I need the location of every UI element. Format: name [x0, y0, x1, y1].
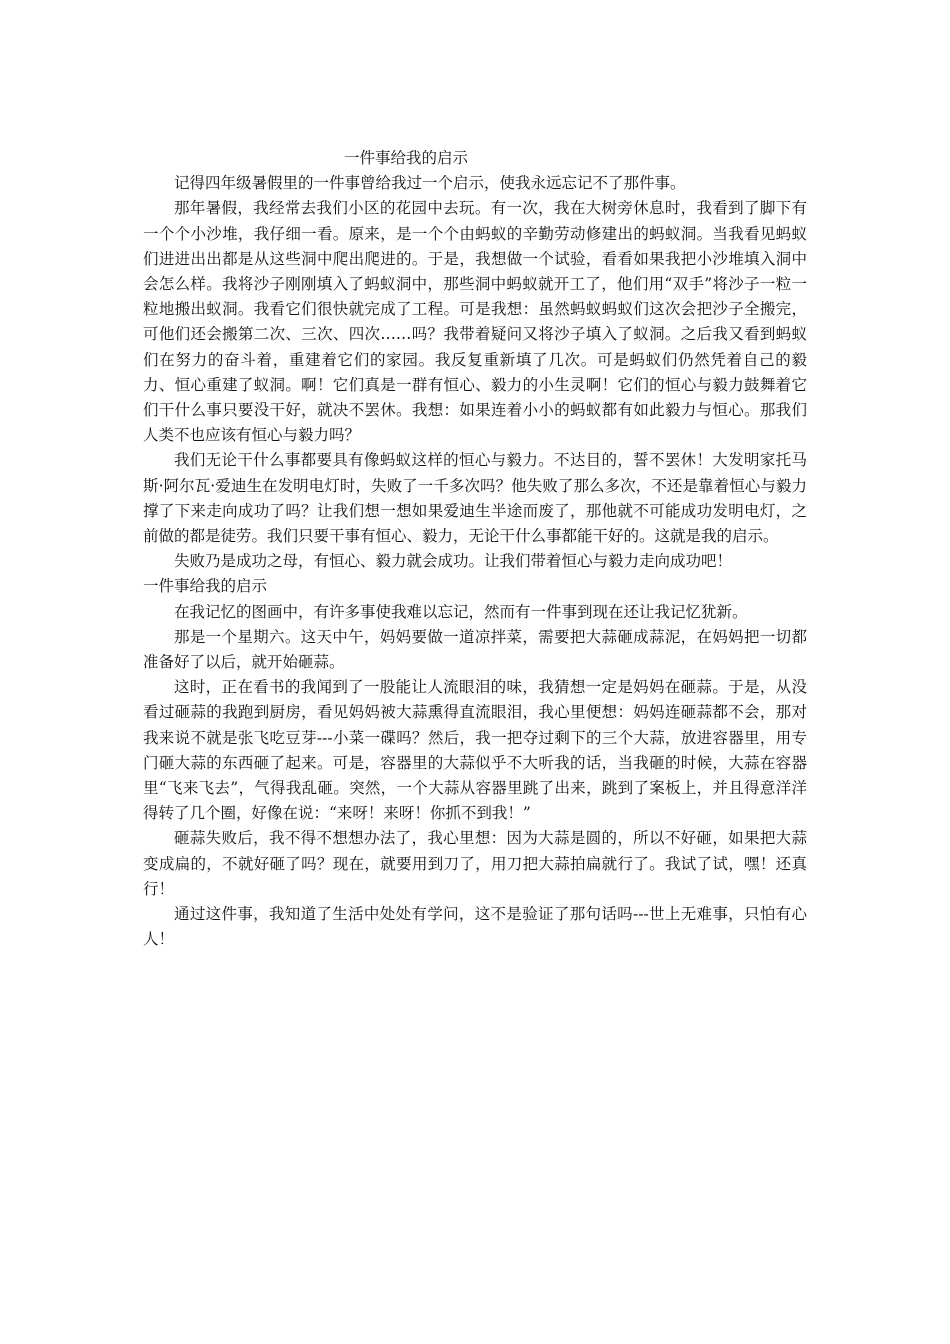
essay1-title: 一件事给我的启示: [344, 149, 469, 167]
essay2-paragraph: 在我记忆的图画中，有许多事使我难以忘记，然而有一件事到现在还让我记忆犹新。: [174, 602, 748, 621]
essay2-title: 一件事给我的启示: [143, 577, 268, 596]
essay1-paragraph: 那年暑假，我经常去我们小区的花园中去玩。有一次，我在大树旁休息时，我看到了脚下有一个个小沙堆，我仔细一看。原来，是一个个由蚂蚁的辛勤劳动修建出的蚂蚁洞。当我看见蚂蚁们进进出出都是从这些洞中爬出爬进的。于是，我想做一个试验，看看如果我把小沙堆填入洞中会怎么样。我将沙子刚刚填入了蚂蚁洞中，那些洞中蚂蚁就开工了，他们用“双手”将沙子一粒一粒地搬出蚁洞。我看它们很快就完成了工程。可是我想：虽然蚂蚁蚂蚁们这次会把沙子全搬完，可他们还会搬第二次、三次、四次……吗？我带着疑问又将沙子填入了蚁洞。之后我又看到蚂蚁们在努力的奋斗着，重建着它们的家园。我反复重新填了几次。可是蚂蚁们仍然凭着自己的毅力、恒心重建了蚁洞。啊！它们真是一群有恒心、毅力的小生灵啊！它们的恒心与毅力鼓舞着它们干什么事只要没干好，就决不罢休。我想：如果连着小小的蚂蚁都有如此毅力与恒心。那我们人类不也应该有恒心与毅力吗？: [143, 199, 807, 445]
essay1-paragraph: 我们无论干什么事都要具有像蚂蚁这样的恒心与毅力。不达目的，誓不罢休！大发明家托马斯·阿尔瓦·爱迪生在发明电灯时，失败了一千多次吗？他失败了那么多次，不还是靠着恒心与毅力撑了下来走向成功了吗？让我们想一想如果爱迪生半途而废了，那他就不可能成功发明电灯，之前做的都是徒劳。我们只要干事有恒心、毅力，无论干什么事都能干好的。这就是我的启示。: [143, 451, 807, 546]
essay2-paragraph: 这时，正在看书的我闻到了一股能让人流眼泪的味，我猜想一定是妈妈在砸蒜。于是，从没看过砸蒜的我跑到厨房，看见妈妈被大蒜熏得直流眼泪，我心里便想：妈妈连砸蒜都不会，那对我来说不就是张飞吃豆芽---小菜一碟吗？然后，我一把夺过剩下的三个大蒜，放进容器里，用专门砸大蒜的东西砸了起来。可是，容器里的大蒜似乎不大听我的话，当我砸的时候，大蒜在容器里“飞来飞去”，气得我乱砸。突然，一个大蒜从容器里跳了出来，跳到了案板上，并且得意洋洋得转了几个圈，好像在说：“来呀！来呀！你抓不到我！”: [143, 678, 807, 823]
essay-text-body: [143, 146, 807, 953]
essay1-paragraph: 失败乃是成功之母，有恒心、毅力就会成功。让我们带着恒心与毅力走向成功吧！: [174, 552, 733, 571]
essay2-paragraph: 那是一个星期六。这天中午，妈妈要做一道凉拌菜，需要把大蒜砸成蒜泥，在妈妈把一切都准备好了以后，就开始砸蒜。: [143, 627, 807, 672]
essay2-paragraph: 砸蒜失败后，我不得不想想办法了，我心里想：因为大蒜是圆的，所以不好砸，如果把大蒜变成扁的，不就好砸了吗？现在，就要用到刀了，用刀把大蒜拍扁就行了。我试了试，嘿！还真行！: [143, 829, 807, 898]
essay1-paragraph: 记得四年级暑假里的一件事曾给我过一个启示，使我永远忘记不了那件事。: [174, 174, 686, 193]
essay2-paragraph: 通过这件事，我知道了生活中处处有学问，这不是验证了那句话吗---世上无难事，只怕有心人！: [143, 905, 807, 949]
